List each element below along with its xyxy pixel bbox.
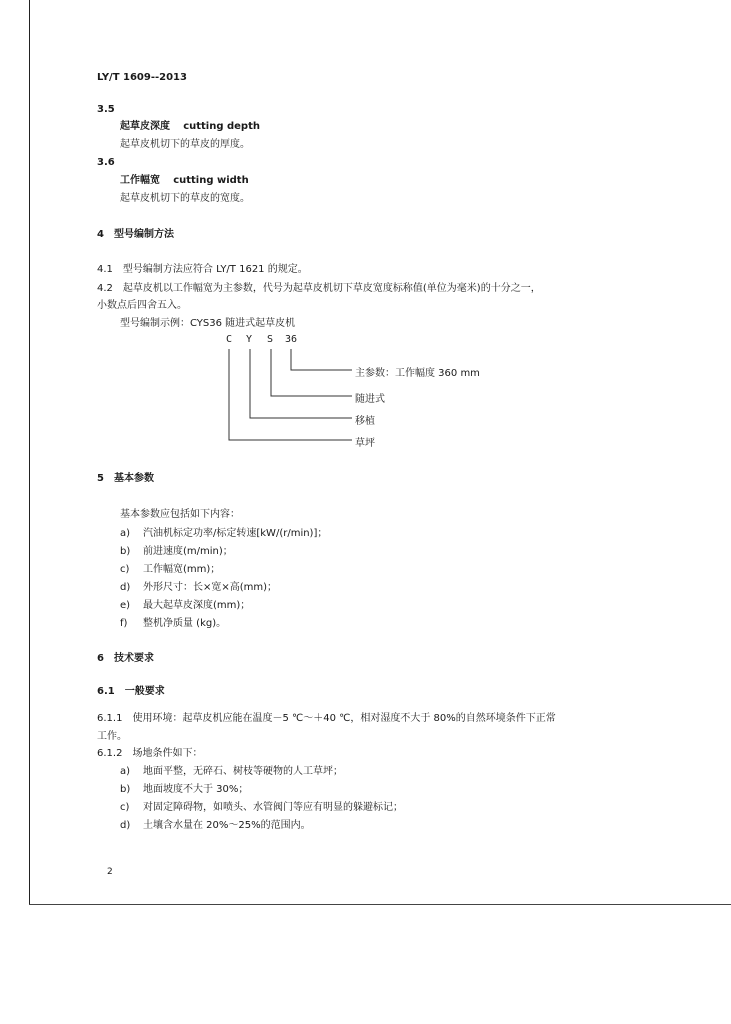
list-item: d) 外形尺寸：长×宽×高(mm)； [120, 582, 278, 593]
model-example: 型号编制示例：CYS36 随进式起草皮机 [120, 318, 296, 329]
scan-left-border [29, 0, 30, 905]
paragraph-4-2-line1: 4.2 起草皮机以工作幅宽为主参数，代号为起草皮机切下草皮宽度标称值(单位为毫米)的十分之一， [97, 283, 541, 294]
section-3-5-term: 起草皮深度 cutting depth [120, 121, 260, 132]
section-4-heading: 4 型号编制方法 [97, 229, 174, 240]
standard-code: LY/T 1609--2013 [97, 72, 187, 83]
paragraph-4-1: 4.1 型号编制方法应符合 LY/T 1621 的规定。 [97, 264, 308, 275]
list-item: a) 地面平整，无碎石、树枝等硬物的人工草坪； [120, 766, 343, 777]
connector-transplant [250, 349, 352, 418]
model-code-diagram [200, 332, 520, 454]
list-item: f) 整机净质量 (kg)。 [120, 618, 227, 629]
section-5-heading: 5 基本参数 [97, 473, 154, 484]
paragraph-6-1-1-line2: 工作。 [97, 731, 127, 742]
connector-parameter [291, 349, 352, 370]
code-letter-s: S [267, 334, 274, 345]
section-3-6-definition: 起草皮机切下的草皮的宽度。 [120, 193, 250, 204]
list-item: c) 工作幅宽(mm)； [120, 564, 221, 575]
code-letter-c: C [226, 334, 233, 345]
section-5-intro: 基本参数应包括如下内容： [120, 509, 240, 520]
section-3-5-definition: 起草皮机切下的草皮的厚度。 [120, 139, 250, 150]
label-lawn: 草坪 [355, 438, 375, 449]
label-transplant: 移植 [355, 416, 375, 427]
page-number: 2 [107, 867, 113, 877]
list-item: c) 对固定障碍物，如喷头、水管阀门等应有明显的躲避标记； [120, 802, 403, 813]
label-main-parameter: 主参数：工作幅度 360 mm [355, 368, 480, 379]
section-6-heading: 6 技术要求 [97, 653, 154, 664]
scan-bottom-border [29, 904, 731, 905]
section-6-1-heading: 6.1 一般要求 [97, 686, 165, 697]
paragraph-6-1-2: 6.1.2 场地条件如下： [97, 748, 203, 759]
paragraph-4-2-line2: 小数点后四舍五入。 [97, 300, 187, 311]
list-item: b) 前进速度(m/min)； [120, 546, 233, 557]
code-letter-y: Y [246, 334, 253, 345]
list-item: d) 土壤含水量在 20%～25%的范围内。 [120, 820, 311, 831]
label-follow-type: 随进式 [355, 394, 385, 405]
code-letter-36: 36 [285, 334, 298, 345]
list-item: b) 地面坡度不大于 30%； [120, 784, 249, 795]
list-item: a) 汽油机标定功率/标定转速[kW/(r/min)]； [120, 528, 328, 539]
paragraph-6-1-1-line1: 6.1.1 使用环境：起草皮机应能在温度－5 ℃～＋40 ℃，相对湿度不大于 80%的自然环境条件下正常 [97, 713, 556, 724]
section-3-6-term: 工作幅宽 cutting width [120, 175, 249, 186]
list-item: e) 最大起草皮深度(mm)； [120, 600, 251, 611]
connector-follow [271, 349, 352, 396]
section-3-5-number: 3.5 [97, 104, 115, 115]
section-3-6-number: 3.6 [97, 157, 115, 168]
